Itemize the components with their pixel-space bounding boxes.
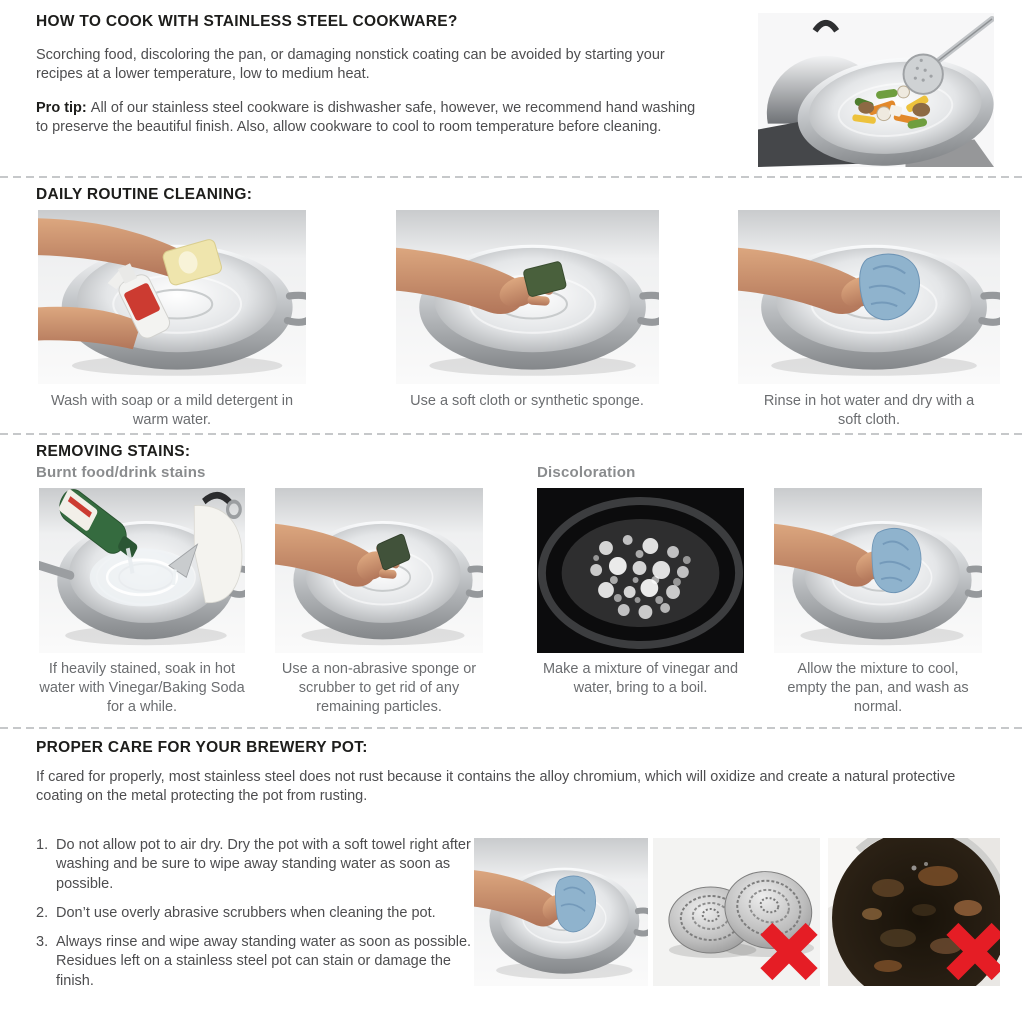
cool-empty-wash-pan-photo [774,488,982,653]
dashed-divider-2 [0,433,1024,435]
non-abrasive-sponge-pan-photo [275,488,483,653]
stir-fry-wok-photo [758,13,994,167]
section-title-how-to-cook: HOW TO COOK WITH STAINLESS STEEL COOKWARE? [36,13,458,30]
boiling-vinegar-water-photo [537,488,744,653]
daily-step-caption-2: Use a soft cloth or synthetic sponge. [410,393,644,409]
spray-soap-sponge-pan-photo [38,210,306,384]
pro-tip-paragraph [36,99,708,138]
care-list-item-2: Don’t use overly abrasive scrubbers when cleaning the pot. [56,904,436,921]
stain-step-caption-4: Allow the mixture to cool, empty the pan, and wash as normal. [787,661,969,715]
subheading-discoloration: Discoloration [537,464,636,481]
pro-tip-label: Pro tip: [36,100,87,116]
how-to-cook-intro: Scorching food, discoloring the pan, or damaging nonstick coating can be avoided by starting your recipes at a lower temperature, low to medium heat. [36,47,665,83]
care-list-item-3: Always rinse and wipe away standing water as soon as possible. Residues left on a stainless steel pot can stain or damage the finish. [56,934,472,989]
towel-dry-pot-photo [474,838,648,986]
burnt-damaged-pot-photo [828,838,1000,986]
stain-step-caption-2: Use a non-abrasive sponge or scrubber to get rid of any remaining particles. [281,661,477,715]
sponge-wipe-pan-photo [396,210,659,384]
daily-step-caption-3: Rinse in hot water and dry with a soft cloth. [763,393,975,428]
pro-tip-text: All of our stainless steel cookware is dishwasher safe, however, we recommend hand washing to preserve the beautiful finish. Also, allow cookware to cool to room temperature before cleaning. [36,100,696,136]
subheading-burnt-stains: Burnt food/drink stains [36,464,206,481]
dashed-divider-1 [0,176,1024,178]
red-x-icon [760,922,818,980]
proper-care-intro: If cared for properly, most stainless steel does not rust because it contains the alloy chromium, which will oxidize and create a natural protective coating on the metal protecting the pot from rusting. [36,769,956,805]
care-list-item-1: Do not allow pot to air dry. Dry the pot with a soft towel right after washing and be sure to wipe away standing water as soon as possible. [56,837,471,892]
daily-step-caption-1: Wash with soap or a mild detergent in warm water. [50,393,294,428]
dashed-divider-3 [0,727,1024,729]
section-title-proper-care: PROPER CARE FOR YOUR BREWERY POT: [36,739,368,756]
steel-wool-scrubbers-photo [653,838,820,986]
soak-water [90,548,195,606]
section-title-daily-cleaning: DAILY ROUTINE CLEANING: [36,186,253,203]
stain-step-caption-1: If heavily stained, soak in hot water with Vinegar/Baking Soda for a while. [39,661,245,715]
pour-stream-2 [174,570,176,586]
cloth-dry-pan-photo [738,210,1000,384]
red-x-icon [946,922,1000,980]
section-title-removing-stains: REMOVING STAINS: [36,443,191,460]
stain-step-caption-3: Make a mixture of vinegar and water, bring to a boil. [542,661,739,696]
care-instructions-list [36,836,484,1001]
vinegar-kettle-soak-pan-photo [39,488,245,653]
